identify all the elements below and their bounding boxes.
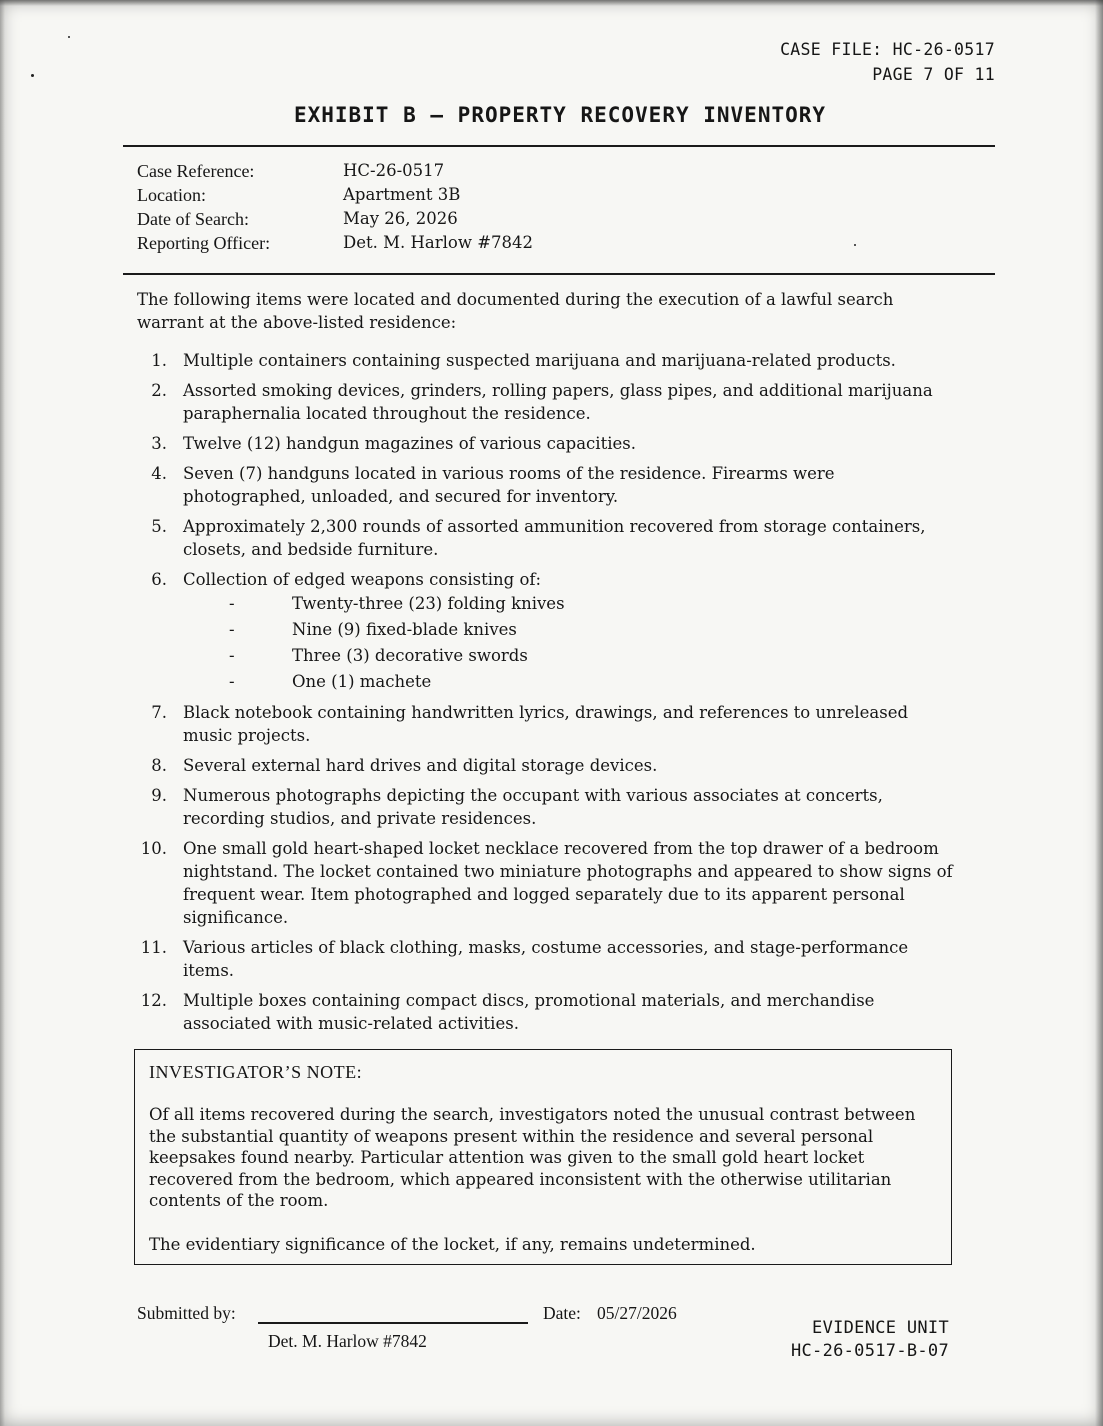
meta-value: Apartment 3B: [343, 185, 461, 204]
item-number: 4.: [151, 464, 167, 483]
item-number: 12.: [140, 991, 167, 1010]
item-number: 6.: [151, 570, 167, 589]
meta-row-reporting-officer: [137, 231, 533, 255]
sub-item: [137, 617, 957, 643]
dash-bullet: -: [229, 672, 235, 691]
sub-item-text: Twenty-three (23) folding knives: [292, 594, 565, 613]
intro-paragraph: The following items were located and documented during the execution of a lawful search warrant at the above-listed residence:: [137, 290, 894, 332]
inventory-item: [137, 349, 957, 372]
sub-item-text: Three (3) decorative swords: [292, 646, 528, 665]
inventory-item: [137, 379, 957, 425]
item-text: Several external hard drives and digital storage devices.: [183, 756, 658, 775]
meta-label: Date of Search:: [137, 209, 249, 229]
item-text: Multiple boxes containing compact discs, promotional materials, and merchandise associated with music-related activities.: [183, 991, 875, 1033]
meta-label: Reporting Officer:: [137, 233, 271, 253]
date-label: Date:: [543, 1303, 581, 1323]
note-body: Of all items recovered during the search, investigators noted the unusual contrast between the substantial quantity of weapons present within the residence and several personal keepsakes found nearby. Particular attention was given to the small gold heart locket recovered from the bedroom, which appeared inconsistent with the otherwise utilitarian contents of the room.: [149, 1105, 916, 1210]
meta-label: Location:: [137, 185, 206, 205]
case-file-number: CASE FILE: HC-26-0517: [780, 40, 995, 59]
scan-edge-left: [0, 0, 5, 1426]
item-text: Black notebook containing handwritten lyrics, drawings, and references to unreleased music projects.: [183, 703, 909, 745]
item-number: 8.: [151, 756, 167, 775]
item-number: 5.: [151, 517, 167, 536]
item-text: Approximately 2,300 rounds of assorted ammunition recovered from storage containers, closets, and bedside furniture.: [183, 517, 926, 559]
scan-edge-right: [1095, 0, 1103, 1426]
item-number: 11.: [140, 938, 167, 957]
item-text: Twelve (12) handgun magazines of various capacities.: [183, 434, 636, 453]
sub-item: [137, 591, 957, 617]
note-title: INVESTIGATOR’S NOTE:: [149, 1062, 363, 1082]
page-number: PAGE 7 OF 11: [872, 65, 995, 84]
note-conclusion: The evidentiary significance of the locket, if any, remains undetermined.: [149, 1234, 756, 1254]
metadata-rule: [123, 273, 995, 275]
inventory-item: [137, 462, 957, 508]
date-value: 05/27/2026: [597, 1303, 677, 1323]
signature-line: [258, 1322, 528, 1324]
item-text: One small gold heart-shaped locket necklace recovered from the top drawer of a bedroom nightstand. The locket contained two miniature photographs and appeared to show signs of frequent wear. Item photographed and logged separately due to its apparent personal significance.: [183, 839, 953, 927]
item-text: Numerous photographs depicting the occupant with various associates at concerts, recording studios, and private residences.: [183, 786, 883, 828]
inventory-item: [137, 515, 957, 561]
scan-speck: [68, 36, 70, 38]
item-text: Seven (7) handguns located in various rooms of the residence. Firearms were photographed, unloaded, and secured for inventory.: [183, 464, 835, 506]
dash-bullet: -: [229, 594, 235, 613]
item-text: Multiple containers containing suspected marijuana and marijuana-related products.: [183, 351, 896, 370]
inventory-item: [137, 936, 957, 982]
item-number: 3.: [151, 434, 167, 453]
evidence-unit-id: HC-26-0517-B-07: [790, 1341, 949, 1361]
inventory-item: [137, 568, 957, 591]
case-metadata: [137, 159, 533, 255]
meta-row-case-reference: [137, 159, 533, 183]
meta-value: HC-26-0517: [343, 161, 445, 180]
submitting-officer: Det. M. Harlow #7842: [268, 1331, 427, 1351]
meta-value: Det. M. Harlow #7842: [343, 233, 534, 252]
inventory-item: [137, 754, 957, 777]
exhibit-title: EXHIBIT B – PROPERTY RECOVERY INVENTORY: [293, 103, 827, 127]
scan-edge-top: [0, 0, 1103, 6]
item-text: Various articles of black clothing, masks, costume accessories, and stage-performance items.: [183, 938, 909, 980]
case-header: [780, 37, 995, 87]
scan-speck: [31, 74, 34, 77]
investigator-note-box: [134, 1049, 952, 1265]
dash-bullet: -: [229, 620, 235, 639]
top-rule: [123, 145, 995, 147]
item-text: Collection of edged weapons consisting of:: [183, 570, 542, 589]
inventory-item: [137, 701, 957, 747]
inventory-list: [137, 349, 957, 1042]
sub-item-text: Nine (9) fixed-blade knives: [292, 620, 517, 639]
inventory-item: [137, 989, 957, 1035]
evidence-unit-label: EVIDENCE UNIT: [812, 1318, 949, 1338]
inventory-item: [137, 432, 957, 455]
item-number: 1.: [151, 351, 167, 370]
item-number: 10.: [140, 839, 167, 858]
sub-item-text: One (1) machete: [292, 672, 432, 691]
sub-item: [137, 643, 957, 669]
meta-label: Case Reference:: [137, 161, 255, 181]
inventory-item: [137, 784, 957, 830]
item-number: 2.: [151, 381, 167, 400]
item-text: Assorted smoking devices, grinders, rolling papers, glass pipes, and additional marijuana paraphernalia located throughout the residence.: [183, 381, 933, 423]
evidence-unit-stamp: [791, 1317, 949, 1363]
scan-speck: [854, 244, 856, 246]
dash-bullet: -: [229, 646, 235, 665]
inventory-item: [137, 837, 957, 929]
item-number: 9.: [151, 786, 167, 805]
submitted-by-label: Submitted by:: [137, 1303, 236, 1323]
item-number: 7.: [151, 703, 167, 722]
meta-value: May 26, 2026: [343, 209, 458, 228]
meta-row-location: [137, 183, 533, 207]
meta-row-date-of-search: [137, 207, 533, 231]
sub-item: [137, 669, 957, 695]
